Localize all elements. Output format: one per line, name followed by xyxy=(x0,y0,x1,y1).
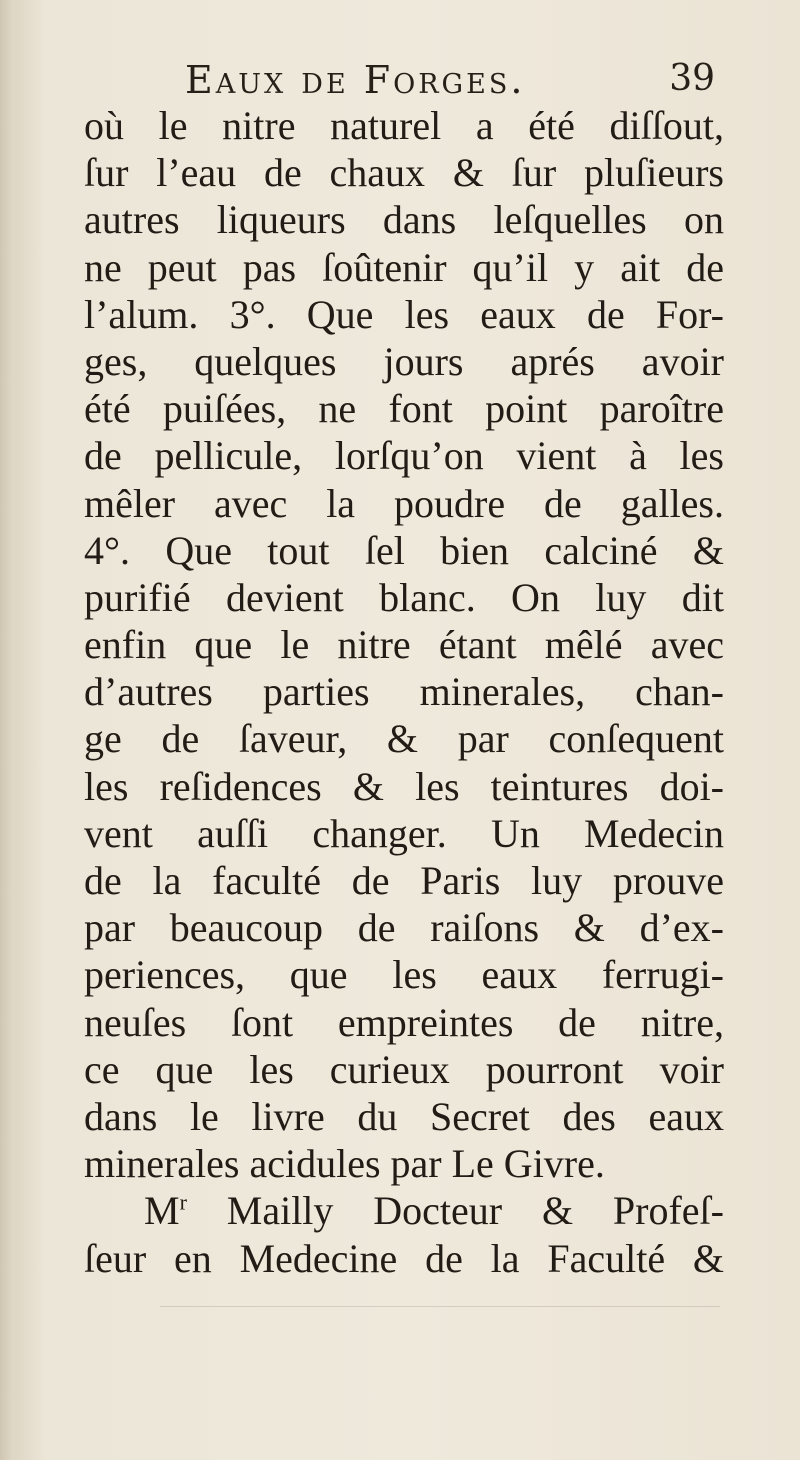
text-line: vent auſſi changer. Un Medecin xyxy=(84,810,724,856)
text-line: les reſidences & les teintures doi- xyxy=(84,763,724,809)
text-line: 4°. Que tout ſel bien calciné & xyxy=(84,527,724,573)
text-line: de la faculté de Paris luy prouve xyxy=(84,858,724,903)
text-line: d’autres parties minerales, chan- xyxy=(84,669,724,715)
text-line: periences, que les eaux ferrugi- xyxy=(84,952,724,998)
text-line: ſeur en Medecine de la Faculté & xyxy=(84,1235,724,1281)
show-through-rule xyxy=(160,1306,720,1307)
text-line: enfin que le nitre étant mêlé avec xyxy=(84,622,724,668)
text-line: ne peut pas ſoûtenir qu’il y ait de xyxy=(84,244,724,290)
page-header xyxy=(185,58,715,106)
body-text xyxy=(84,102,724,1282)
line-rest: Mailly Docteur & Profeſ- xyxy=(186,1188,724,1234)
running-title: Eaux de Forges. xyxy=(185,58,526,102)
abbrev-superscript: r xyxy=(179,1189,187,1215)
text-line: dans le livre du Secret des eaux xyxy=(84,1093,724,1139)
text-line: mêler avec la poudre de galles. xyxy=(84,480,724,526)
text-line: neuſes ſont empreintes de nitre, xyxy=(84,999,724,1045)
text-line: purifié devient blanc. On luy dit xyxy=(84,574,724,620)
text-line: été puiſées, ne font point paroître xyxy=(84,386,724,432)
text-line: où le nitre naturel a été diſſout, xyxy=(84,103,724,148)
text-line: l’alum. 3°. Que les eaux de For- xyxy=(84,291,724,337)
text-line: ges, quelques jours aprés avoir xyxy=(84,338,724,384)
text-line: ſur l’eau de chaux & ſur pluſieurs xyxy=(84,150,724,196)
text-line: autres liqueurs dans leſquelles on xyxy=(84,197,724,243)
paragraph-start-line xyxy=(84,1187,724,1234)
text-line: par beaucoup de raiſons & d’ex- xyxy=(84,905,724,951)
abbrev-monsieur: M xyxy=(144,1188,180,1234)
page-left-edge xyxy=(0,0,14,1460)
page-number: 39 xyxy=(669,58,715,99)
paragraph-end-line: minerales acidules par Le Givre. xyxy=(84,1141,605,1187)
text-line: de pellicule, lorſqu’on vient à les xyxy=(84,433,724,479)
text-line: ge de ſaveur, & par conſequent xyxy=(84,716,724,762)
text-line: ce que les curieux pourront voir xyxy=(84,1046,724,1092)
